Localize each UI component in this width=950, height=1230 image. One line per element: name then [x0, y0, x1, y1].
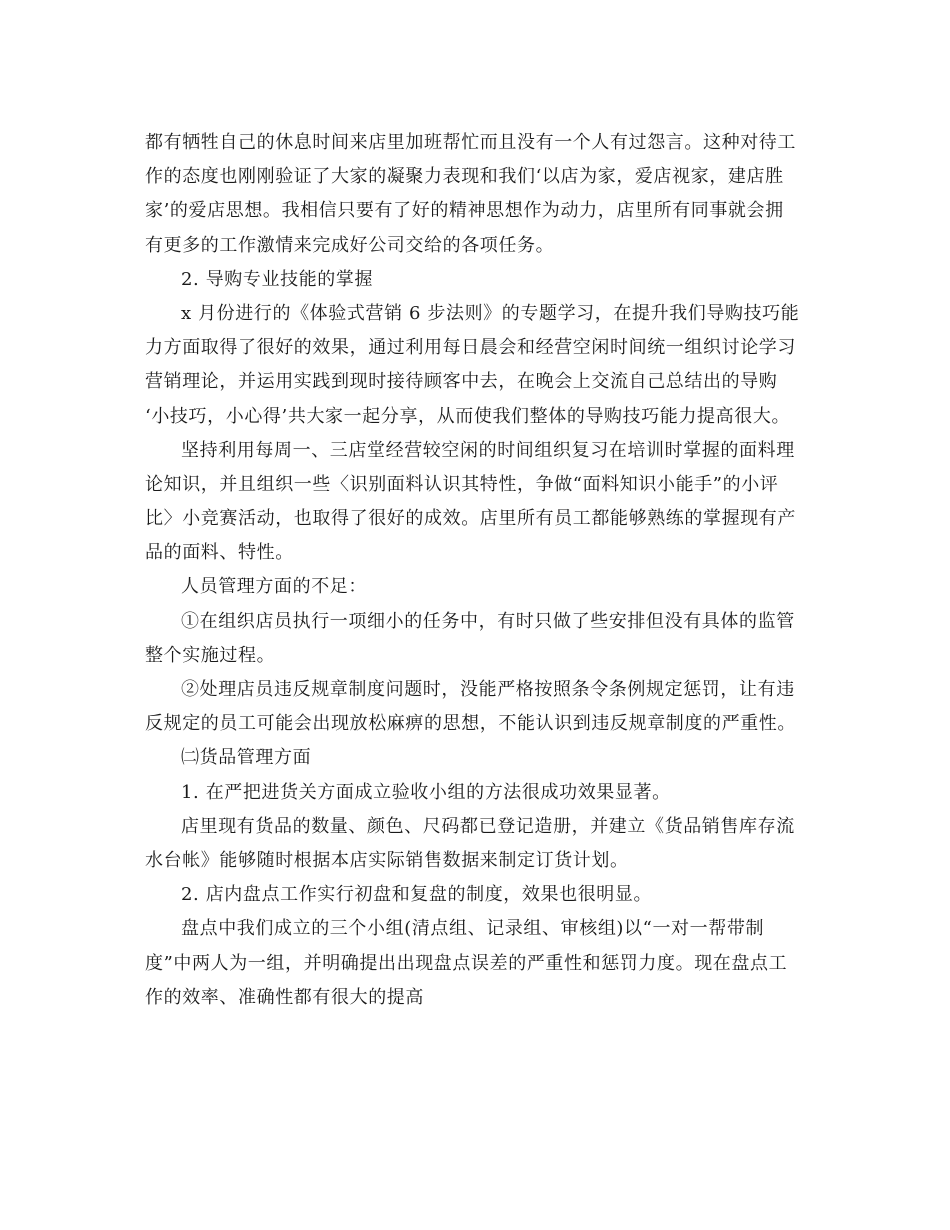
text-line: ②处理店员违反规章制度问题时，没能严格按照条令条例规定惩罚，让有违	[181, 679, 795, 700]
text-line: 度”中两人为一组，并明确提出出现盘点误差的严重性和惩罚力度。现在盘点工	[145, 952, 788, 974]
text-line: ①在组织店员执行一项细小的任务中，有时只做了些安排但没有具体的监管	[181, 610, 795, 632]
text-line: x 月份进行的《体验式营销 6 步法则》的专题学习，在提升我们导购技巧能	[181, 302, 800, 324]
text-line: 人员管理方面的不足：	[181, 576, 367, 598]
text-line: 作的态度也刚刚验证了大家的凝聚力表现和我们‘以店为家，爱店视家，建店胜	[145, 166, 784, 188]
text-line: 盘点中我们成立的三个小组(清点组、记录组、审核组)以“一对一帮带制	[181, 918, 765, 940]
text-line: 比〉小竞赛活动，也取得了很好的成效。店里所有员工都能够熟练的掌握现有产	[145, 508, 796, 530]
document-body	[145, 126, 815, 1015]
text-line: ㈡货品管理方面	[181, 747, 312, 769]
text-line: 2. 导购专业技能的掌握	[181, 268, 374, 290]
text-line: 家’的爱店思想。我相信只要有了好的精神思想作为动力，店里所有同事就会拥	[145, 200, 784, 222]
text-line: 营销理论，并运用实践到现时接待顾客中去，在晚会上交流自己总结出的导购	[145, 371, 778, 393]
text-line: 力方面取得了很好的效果，通过利用每日晨会和经营空闲时间统一组织讨论学习	[145, 337, 796, 359]
text-line: 作的效率、准确性都有很大的提高	[145, 986, 424, 1008]
text-line: ‘小技巧，小心得’共大家一起分享，从而使我们整体的导购技巧能力提高很大。	[145, 405, 791, 427]
text-line: 反规定的员工可能会出现放松麻痹的思想，不能认识到违反规章制度的严重性。	[145, 713, 796, 735]
text-line: 整个实施过程。	[145, 644, 276, 666]
text-line: 坚持利用每周一、三店堂经营较空闲的时间组织复习在培训时掌握的面料理	[181, 439, 795, 461]
text-line: 有更多的工作激情来完成好公司交给的各项任务。	[145, 234, 555, 256]
text-line: 1. 在严把进货关方面成立验收小组的方法很成功效果显著。	[181, 781, 671, 803]
text-line: 论知识，并且组织一些〈识别面料认识其特性，争做“面料知识小能手”的小评	[145, 473, 779, 495]
text-line: 品的面料、特性。	[145, 542, 294, 564]
text-line: 店里现有货品的数量、颜色、尺码都已登记造册，并建立《货品销售库存流	[181, 815, 795, 837]
text-line: 水台帐》能够随时根据本店实际销售数据来制定订货计划。	[145, 849, 629, 871]
text-line: 2. 店内盘点工作实行初盘和复盘的制度，效果也很明显。	[181, 884, 653, 906]
text-line: 都有牺牲自己的休息时间来店里加班帮忙而且没有一个人有过怨言。这种对待工	[145, 132, 796, 153]
